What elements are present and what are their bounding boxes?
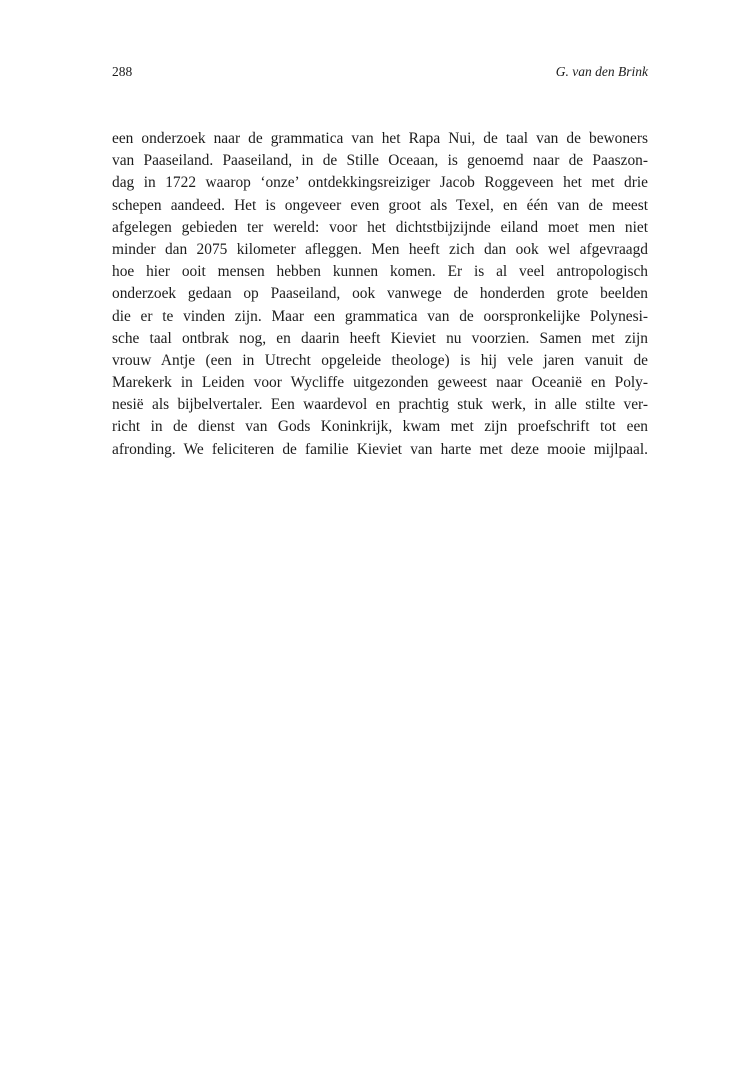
page-number: 288 (112, 64, 133, 79)
paragraph-line: hoe hier ooit mensen hebben kunnen komen. Er is al veel antropologisch (112, 263, 648, 281)
paragraph-line: van Paaseiland. Paaseiland, in de Stille Oceaan, is genoemd naar de Paaszon- (112, 152, 648, 170)
paragraph-line: afgelegen gebieden ter wereld: voor het dichtstbijzijnde eiland moet men niet (112, 218, 648, 236)
paragraph-line: nesië als bijbelvertaler. Een waardevol en prachtig stuk werk, in alle stilte ver- (112, 396, 648, 414)
paragraph-line: sche taal ontbrak nog, en daarin heeft Kieviet nu voorzien. Samen met zijn (112, 329, 648, 347)
running-header (112, 64, 648, 84)
paragraph-line: afronding. We feliciteren de familie Kieviet van harte met deze mooie mijlpaal. (112, 440, 648, 458)
paragraph-line: richt in de dienst van Gods Koninkrijk, kwam met zijn proefschrift tot een (112, 418, 648, 436)
paragraph-line: onderzoek gedaan op Paaseiland, ook vanwege de honderden grote beelden (112, 285, 648, 303)
paragraph-line: een onderzoek naar de grammatica van het Rapa Nui, de taal van de bewoners (112, 130, 648, 147)
paragraph-line: vrouw Antje (een in Utrecht opgeleide theologe) is hij vele jaren vanuit de (112, 351, 648, 369)
running-head-author: G. van den Brink (555, 64, 648, 79)
paragraph-line: Marekerk in Leiden voor Wycliffe uitgezonden geweest naar Oceanië en Poly- (112, 374, 648, 392)
paragraph-line: schepen aandeed. Het is ongeveer even groot als Texel, en één van de meest (112, 196, 648, 214)
paragraph-line: die er te vinden zijn. Maar een grammatica van de oorspronkelijke Polynesi- (112, 307, 648, 325)
body-paragraph (112, 128, 648, 461)
paragraph-line: dag in 1722 waarop ‘onze’ ontdekkingsreiziger Jacob Roggeveen het met drie (112, 174, 648, 192)
paragraph-line: minder dan 2075 kilometer afleggen. Men heeft zich dan ook wel afgevraagd (112, 240, 648, 258)
